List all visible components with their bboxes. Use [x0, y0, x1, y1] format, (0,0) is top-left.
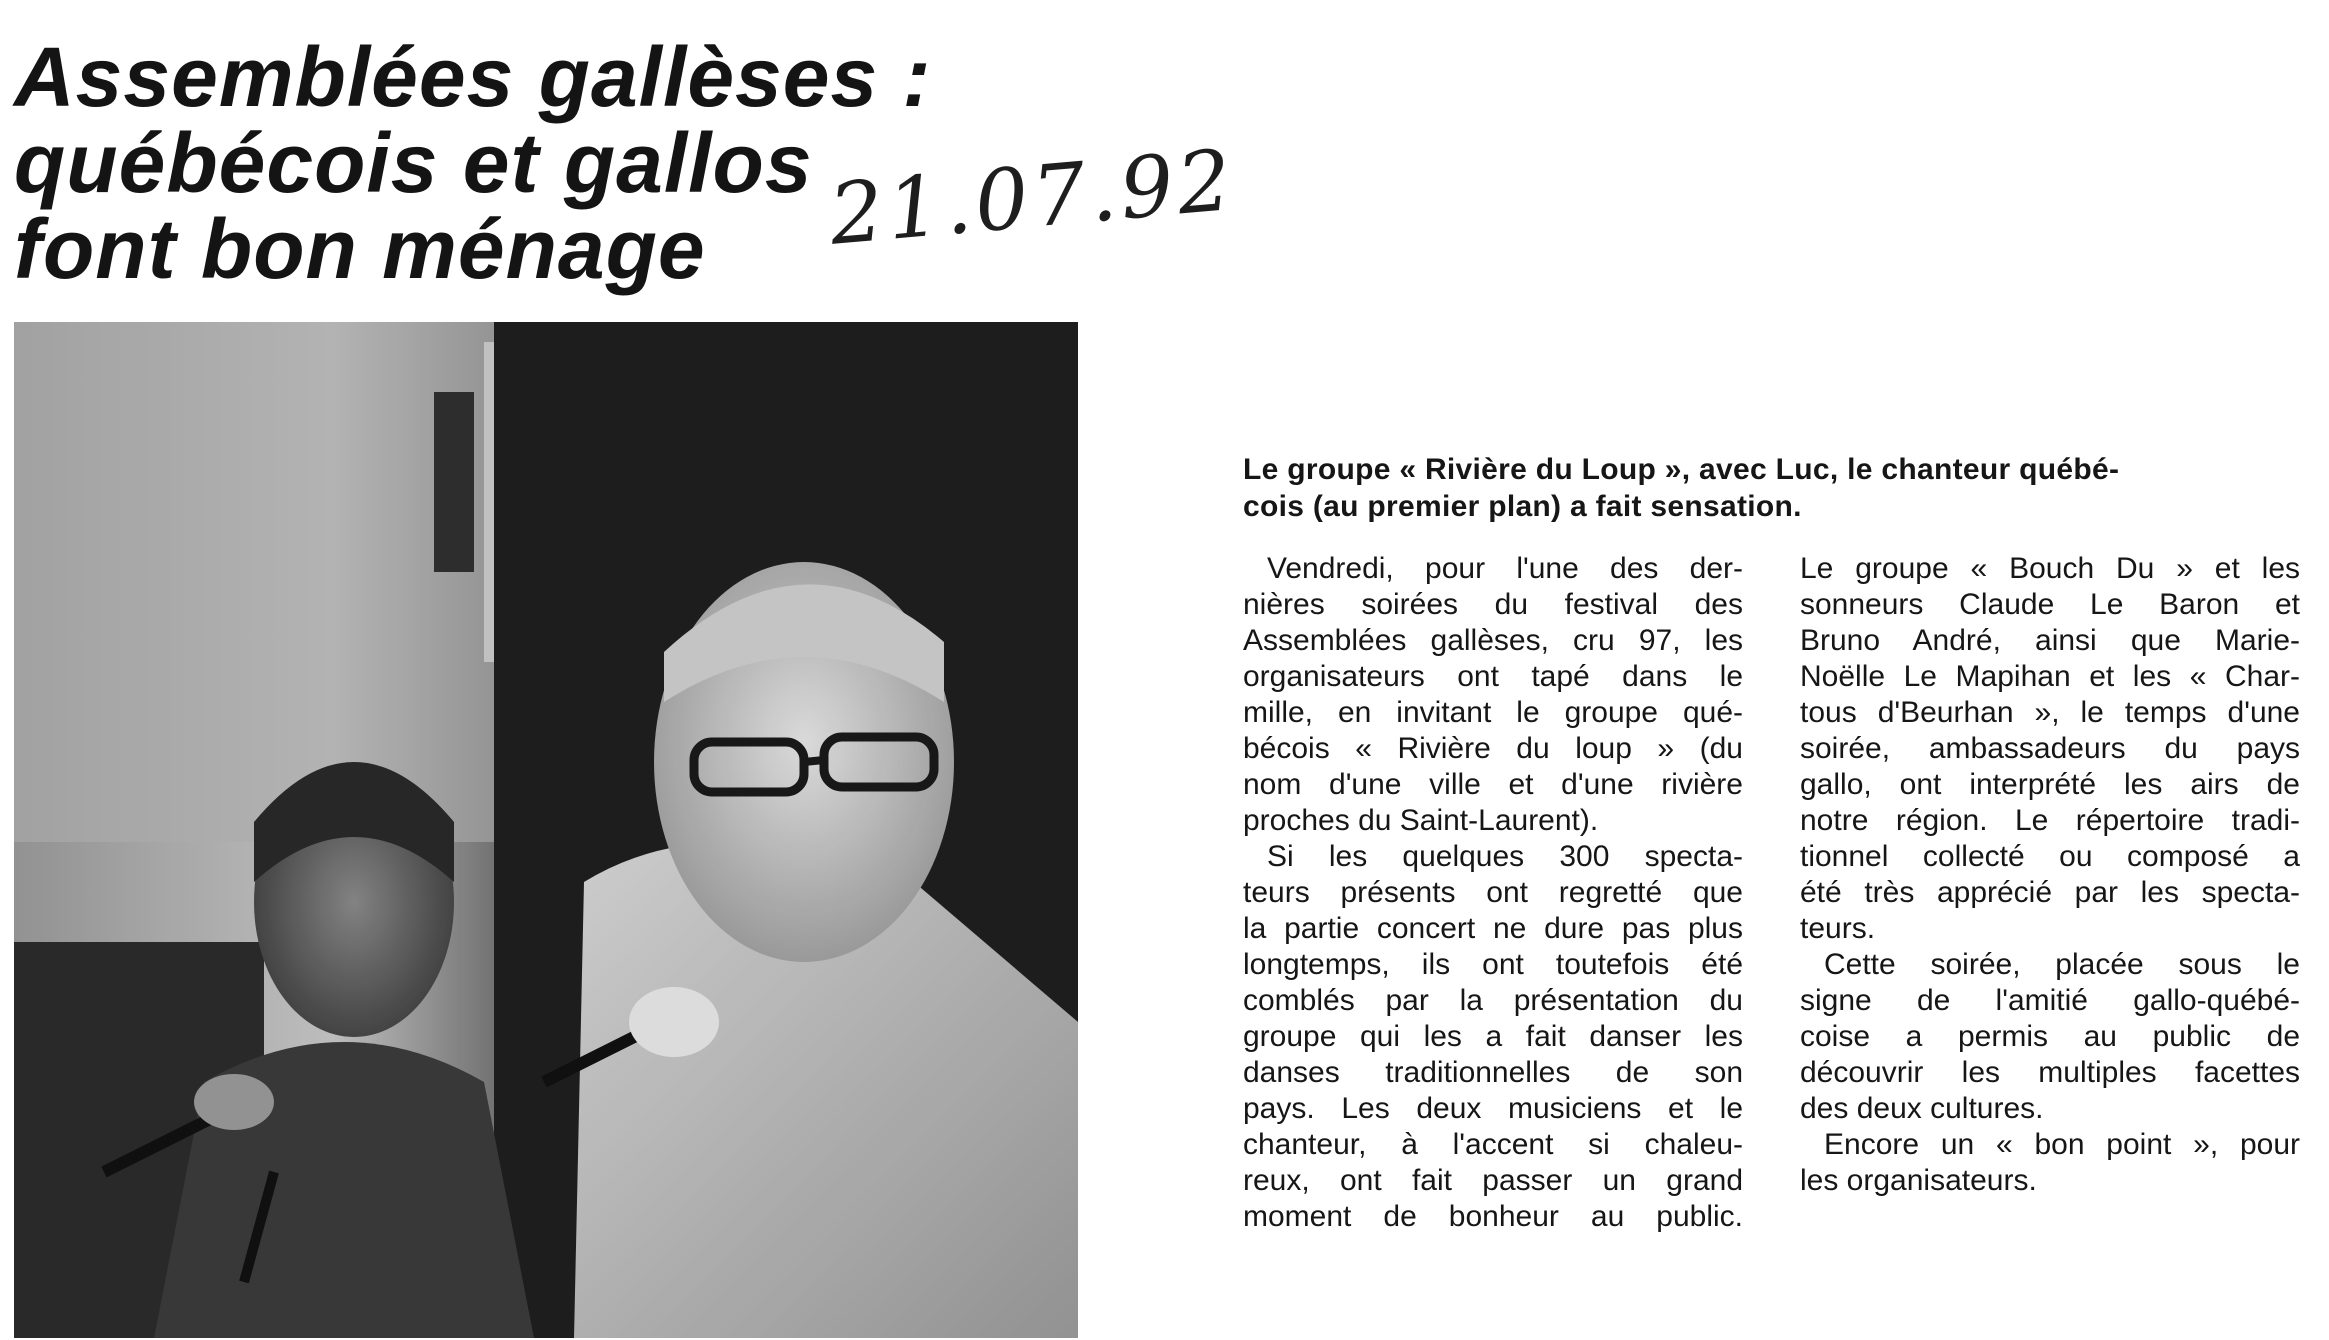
- photo-caption: [1243, 451, 2303, 525]
- text-line: tous d'Beurhan », le temps d'une: [1800, 696, 2300, 729]
- text-line: reux, ont fait passer un grand: [1243, 1164, 1743, 1197]
- caption-line: cois (au premier plan) a fait sensation.: [1243, 490, 1802, 523]
- text-line: Bruno André, ainsi que Marie-: [1800, 624, 2300, 657]
- text-line: pays. Les deux musiciens et le: [1243, 1092, 1743, 1125]
- text-line: mille, en invitant le groupe qué-: [1243, 696, 1743, 729]
- handwritten-date: 21.07.92: [825, 130, 1239, 264]
- article-photo: [14, 322, 1078, 1338]
- text-line: gallo, ont interprété les airs de: [1800, 768, 2300, 801]
- text-line: signe de l'amitié gallo-québé-: [1800, 984, 2300, 1017]
- text-line: la partie concert ne dure pas plus: [1243, 912, 1743, 945]
- text-line: Vendredi, pour l'une des der-: [1267, 552, 1743, 585]
- text-line: chanteur, à l'accent si chaleu-: [1243, 1128, 1743, 1161]
- text-line: moment de bonheur au public.: [1243, 1200, 1743, 1233]
- text-line: nières soirées du festival des: [1243, 588, 1743, 621]
- text-line: Noëlle Le Mapihan et les « Char-: [1800, 660, 2300, 693]
- text-line: teurs.: [1800, 912, 1876, 945]
- text-line: Le groupe « Bouch Du » et les: [1800, 552, 2300, 585]
- text-line: les organisateurs.: [1800, 1164, 2037, 1197]
- text-line: teurs présents ont regretté que: [1243, 876, 1743, 909]
- text-line: Assemblées gallèses, cru 97, les: [1243, 624, 1743, 657]
- text-line: nom d'une ville et d'une rivière: [1243, 768, 1743, 801]
- text-line: Cette soirée, placée sous le: [1824, 948, 2300, 981]
- text-line: notre région. Le répertoire tradi-: [1800, 804, 2300, 837]
- article-column-2: [1800, 551, 2300, 1199]
- photo-illustration: [14, 322, 1078, 1338]
- text-line: organisateurs ont tapé dans le: [1243, 660, 1743, 693]
- caption-line: Le groupe « Rivière du Loup », avec Luc, le chanteur québé-: [1243, 453, 2120, 486]
- text-line: comblés par la présentation du: [1243, 984, 1743, 1017]
- headline-line: québécois et gallos: [14, 116, 813, 210]
- text-line: proches du Saint-Laurent).: [1243, 804, 1599, 837]
- text-line: des deux cultures.: [1800, 1092, 2044, 1125]
- text-line: longtemps, ils ont toutefois été: [1243, 948, 1743, 981]
- text-line: sonneurs Claude Le Baron et: [1800, 588, 2300, 621]
- headline-line: font bon ménage: [14, 202, 706, 296]
- text-line: tionnel collecté ou composé a: [1800, 840, 2300, 873]
- text-line: danses traditionnelles de son: [1243, 1056, 1743, 1089]
- text-line: coise a permis au public de: [1800, 1020, 2300, 1053]
- text-line: Encore un « bon point », pour: [1824, 1128, 2300, 1161]
- text-line: soirée, ambassadeurs du pays: [1800, 732, 2300, 765]
- text-line: bécois « Rivière du loup » (du: [1243, 732, 1743, 765]
- text-line: découvrir les multiples facettes: [1800, 1056, 2300, 1089]
- text-line: groupe qui les a fait danser les: [1243, 1020, 1743, 1053]
- text-line: Si les quelques 300 specta-: [1267, 840, 1743, 873]
- text-line: été très apprécié par les specta-: [1800, 876, 2300, 909]
- article-headline: [14, 30, 932, 296]
- headline-line: Assemblées gallèses :: [14, 30, 932, 124]
- article-column-1: [1243, 551, 1743, 1235]
